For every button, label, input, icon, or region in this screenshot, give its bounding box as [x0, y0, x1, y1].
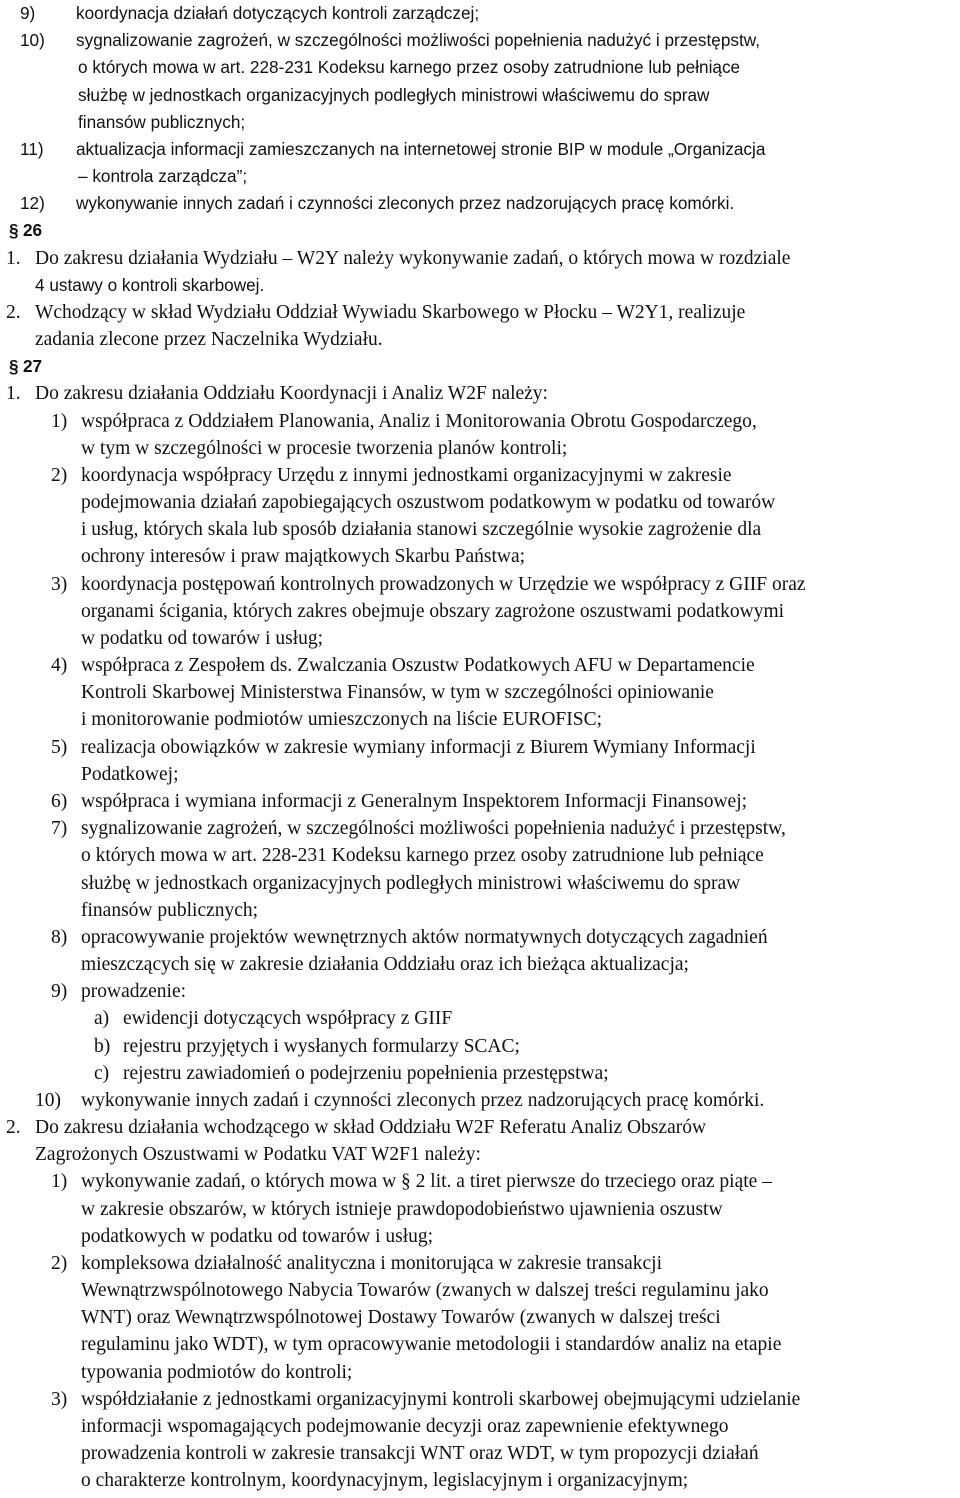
line-text: regulaminu jako WDT), w tym opracowywanie metodologii i standardów analiz na etapie: [81, 1334, 782, 1356]
text-line: [6, 136, 960, 163]
text-line: [6, 734, 960, 761]
list-marker: 2.: [6, 1117, 21, 1139]
line-text: koordynacja postępowań kontrolnych prowadzonych w Urzędzie we współpracy z GIIF oraz: [81, 573, 806, 595]
line-text: ewidencji dotyczących współpracy z GIIF: [123, 1008, 453, 1030]
text-line: [6, 625, 960, 652]
text-line: [6, 380, 960, 407]
text-line: [6, 1114, 960, 1141]
text-line: [6, 978, 960, 1005]
line-text: służbę w jednostkach organizacyjnych podległych ministrowi właściwemu do spraw: [78, 84, 710, 105]
line-text: zadania zlecone przez Naczelnika Wydziału.: [35, 329, 383, 351]
line-text: prowadzenia kontroli w zakresie transakcji WNT oraz WDT, w tym propozycji działań: [81, 1443, 759, 1465]
text-line: [6, 1331, 960, 1358]
line-text: służbę w jednostkach organizacyjnych podległych ministrowi właściwemu do spraw: [81, 872, 741, 894]
line-text: w tym w szczególności w procesie tworzenia planów kontroli;: [81, 437, 568, 459]
list-marker: c): [94, 1062, 110, 1084]
line-text: wykonywanie innych zadań i czynności zleconych przez nadzorujących pracę komórki.: [81, 1089, 765, 1111]
list-marker: b): [94, 1035, 111, 1057]
text-line: [6, 1250, 960, 1277]
line-text: Do zakresu działania Wydziału – W2Y należy wykonywanie zadań, o których mowa w rozdziale: [35, 247, 791, 269]
line-text: koordynacja działań dotyczących kontroli zarządczej;: [76, 3, 480, 23]
text-line: [6, 870, 960, 897]
list-marker: 2): [51, 464, 68, 486]
line-text: współdziałanie z jednostkami organizacyjnymi kontroli skarbowej obejmującymi udzielanie: [81, 1388, 801, 1410]
text-line: [6, 299, 960, 326]
line-text: prowadzenie:: [81, 981, 187, 1003]
text-line: [6, 82, 960, 109]
text-line: [6, 1141, 960, 1168]
section-sign: §: [9, 220, 19, 241]
line-text: podatkowych w podatku od towarów i usług;: [81, 1225, 434, 1247]
line-text: mieszczących się w zakresie działania Oddziału oraz ich bieżąca aktualizacja;: [81, 954, 689, 976]
text-line: [6, 1359, 960, 1386]
section-number: 26: [23, 220, 43, 241]
text-line: [6, 1168, 960, 1195]
text-line: [6, 1440, 960, 1467]
line-text: o których mowa w art. 228-231 Kodeksu karnego przez osoby zatrudnione lub pełniące: [78, 57, 741, 78]
text-line: [6, 245, 960, 272]
line-text: ochrony interesów i praw majątkowych Skarbu Państwa;: [81, 546, 526, 568]
line-text: współpraca i wymiana informacji z Generalnym Inspektorem Informacji Finansowej;: [81, 790, 748, 812]
text-line: [6, 489, 960, 516]
line-text: WNT) oraz Wewnątrzwspólnotowej Dostawy Towarów (zwanych w dalszej treści: [81, 1307, 721, 1329]
line-text: 4 ustawy o kontroli skarbowej.: [35, 274, 265, 295]
line-text: sygnalizowanie zagrożeń, w szczególności możliwości popełnienia nadużyć i przestępstw,: [76, 30, 761, 51]
list-marker: 12): [20, 193, 45, 214]
line-text: rejestru przyjętych i wysłanych formularzy SCAC;: [123, 1035, 520, 1057]
list-marker: a): [94, 1008, 110, 1030]
text-line: [6, 897, 960, 924]
text-line: [6, 761, 960, 788]
text-line: [6, 1413, 960, 1440]
line-text: opracowywanie projektów wewnętrznych aktów normatywnych dotyczących zagadnień: [81, 926, 768, 948]
line-text: finansów publicznych;: [81, 899, 259, 921]
list-marker: 3): [51, 1388, 68, 1410]
line-text: – kontrola zarządcza”;: [78, 166, 248, 187]
line-text: Zagrożonych Oszustwami w Podatku VAT W2F1 należy:: [35, 1144, 481, 1166]
text-line: [6, 1087, 960, 1114]
line-text: wykonywanie zadań, o których mowa w § 2 lit. a tiret pierwsze do trzeciego oraz piąte –: [81, 1171, 772, 1193]
text-line: [6, 1223, 960, 1250]
list-marker: 6): [51, 790, 68, 812]
text-line: [6, 706, 960, 733]
text-line: [6, 652, 960, 679]
list-marker: 1.: [6, 383, 21, 405]
line-text: współpraca z Oddziałem Planowania, Analiz i Monitorowania Obrotu Gospodarczego,: [81, 410, 757, 432]
line-text: aktualizacja informacji zamieszczanych na internetowej stronie BIP w module „Organizacja: [76, 138, 766, 159]
text-line: [6, 543, 960, 570]
text-line: [6, 326, 960, 353]
text-line: [6, 217, 960, 244]
text-line: [6, 435, 960, 462]
line-text: i usług, których skala lub sposób działania stanowi szczególnie wysokie zagrożenie dla: [81, 519, 762, 541]
text-line: [6, 1386, 960, 1413]
line-text: kompleksowa działalność analityczna i monitorująca w zakresie transakcji: [81, 1252, 662, 1274]
list-marker: 7): [51, 818, 68, 840]
line-text: Do zakresu działania Oddziału Koordynacji i Analiz W2F należy:: [35, 383, 548, 405]
text-line: [6, 163, 960, 190]
text-line: [6, 815, 960, 842]
line-text: realizacja obowiązków w zakresie wymiany informacji z Biurem Wymiany Informacji: [81, 736, 756, 758]
text-line: [6, 1467, 960, 1494]
section-sign: §: [9, 356, 19, 377]
text-line: [6, 1277, 960, 1304]
text-line: [6, 598, 960, 625]
list-marker: 9): [51, 981, 68, 1003]
text-line: [6, 788, 960, 815]
line-text: podejmowania działań zapobiegających oszustwom podatkowym w podatku od towarów: [81, 492, 776, 514]
line-text: Do zakresu działania wchodzącego w skład Oddziału W2F Referatu Analiz Obszarów: [35, 1117, 707, 1139]
text-line: [6, 1005, 960, 1032]
text-line: [6, 190, 960, 217]
line-text: informacji wspomagających podejmowanie decyzji oraz zapewnienie efektywnego: [81, 1415, 729, 1437]
list-marker: 11): [20, 138, 44, 159]
list-marker: 9): [20, 3, 36, 23]
text-line: [6, 1060, 960, 1087]
list-marker: 1): [51, 1171, 68, 1193]
line-text: sygnalizowanie zagrożeń, w szczególności możliwości popełnienia nadużyć i przestępstw,: [81, 818, 786, 840]
line-text: i monitorowanie podmiotów umieszczonych na liście EUROFISC;: [81, 709, 603, 731]
text-line: [6, 951, 960, 978]
list-marker: 3): [51, 573, 68, 595]
text-line: [6, 516, 960, 543]
text-line: [6, 0, 960, 27]
section-number: 27: [23, 356, 43, 377]
text-line: [6, 1033, 960, 1060]
text-line: [6, 272, 960, 299]
line-text: wykonywanie innych zadań i czynności zleconych przez nadzorujących pracę komórki.: [76, 193, 735, 214]
line-text: współpraca z Zespołem ds. Zwalczania Oszustw Podatkowych AFU w Departamencie: [81, 655, 755, 677]
line-text: Kontroli Skarbowej Ministerstwa Finansów, w tym w szczególności opiniowanie: [81, 682, 714, 704]
line-text: o których mowa w art. 228-231 Kodeksu karnego przez osoby zatrudnione lub pełniące: [81, 845, 764, 867]
line-text: o charakterze kontrolnym, koordynacyjnym, legislacyjnym i organizacyjnym;: [81, 1470, 689, 1492]
list-marker: 5): [51, 736, 68, 758]
text-line: [6, 109, 960, 136]
text-line: [6, 1304, 960, 1331]
text-line: [6, 1196, 960, 1223]
text-line: [6, 842, 960, 869]
list-marker: 10): [35, 1089, 61, 1111]
line-text: Wewnątrzwspólnotowego Nabycia Towarów (zwanych w dalszej treści regulaminu jako: [81, 1280, 769, 1302]
text-line: [6, 353, 960, 380]
line-text: w zakresie obszarów, w których istnieje prawdopodobieństwo ujawnienia oszustw: [81, 1198, 723, 1220]
line-text: typowania podmiotów do kontroli;: [81, 1361, 353, 1383]
line-text: w podatku od towarów i usług;: [81, 627, 324, 649]
list-marker: 2): [51, 1252, 68, 1274]
list-marker: 4): [51, 655, 68, 677]
text-line: [6, 408, 960, 435]
text-line: [6, 462, 960, 489]
list-marker: 2.: [6, 301, 21, 323]
list-marker: 10): [20, 30, 45, 51]
text-line: [6, 679, 960, 706]
text-line: [6, 924, 960, 951]
list-marker: 1): [51, 410, 68, 432]
line-text: organami ścigania, których zakres obejmuje obszary zagrożone oszustwami podatkowymi: [81, 600, 785, 622]
list-marker: 8): [51, 926, 68, 948]
line-text: Podatkowej;: [81, 763, 179, 785]
line-text: finansów publicznych;: [78, 111, 246, 132]
line-text: rejestru zawiadomień o podejrzeniu popełnienia przestępstwa;: [123, 1062, 609, 1084]
line-text: koordynacja współpracy Urzędu z innymi jednostkami organizacyjnymi w zakresie: [81, 464, 732, 486]
list-marker: 1.: [6, 247, 21, 269]
text-line: [6, 571, 960, 598]
line-text: Wchodzący w skład Wydziału Oddział Wywiadu Skarbowego w Płocku – W2Y1, realizuje: [35, 301, 746, 323]
text-line: [6, 54, 960, 81]
text-line: [6, 27, 960, 54]
